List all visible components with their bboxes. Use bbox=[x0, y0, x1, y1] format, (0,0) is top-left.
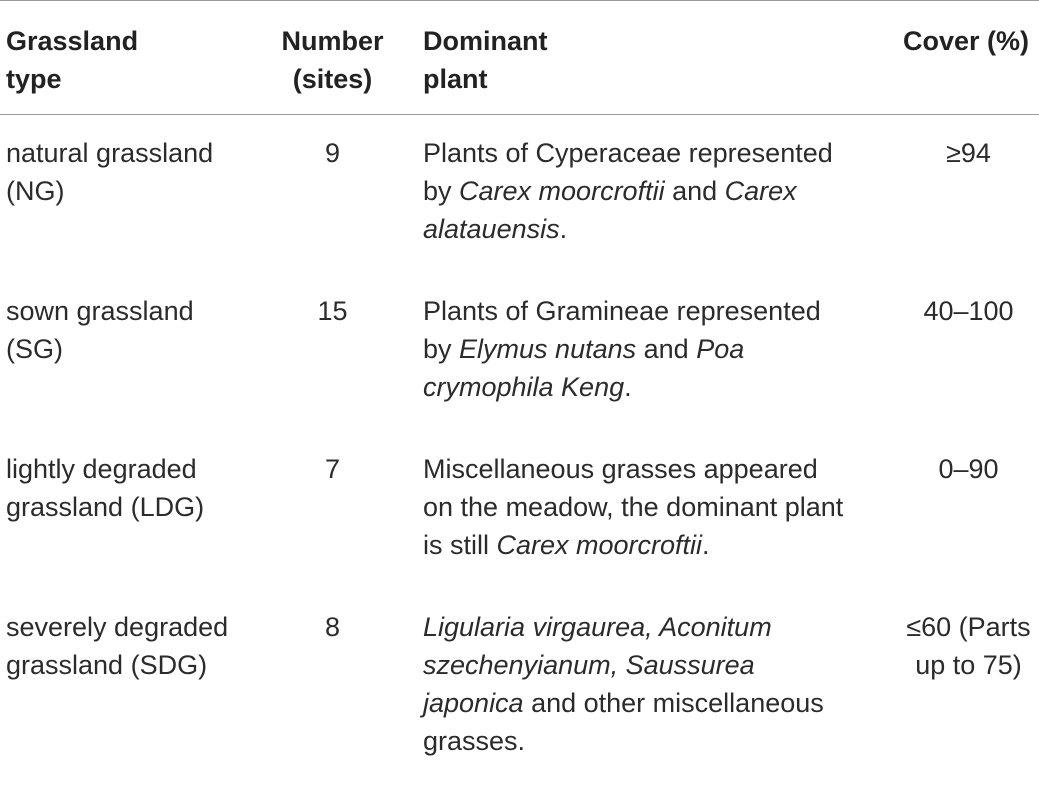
cell-text: by bbox=[423, 176, 460, 206]
cell-cover bbox=[880, 115, 1039, 293]
table-row bbox=[0, 450, 1039, 608]
cell-text: . bbox=[559, 214, 568, 244]
species-name: Ligularia virgaurea, Aconitum bbox=[423, 612, 772, 642]
cell-text: ≥94 bbox=[946, 138, 991, 168]
table-body bbox=[0, 115, 1039, 761]
cell-text: grassland (SDG) bbox=[6, 650, 208, 680]
species-name: japonica bbox=[423, 688, 524, 718]
cell-text-line bbox=[423, 684, 874, 722]
cell-text-line bbox=[423, 526, 874, 564]
cell-dominant-plant bbox=[417, 115, 880, 293]
species-name: Carex moorcroftii bbox=[459, 176, 665, 206]
cell-text-line bbox=[423, 368, 874, 406]
header-row bbox=[0, 1, 1039, 115]
cell-dominant-plant bbox=[417, 292, 880, 450]
header-text: Number bbox=[281, 26, 384, 56]
cell-cover bbox=[880, 292, 1039, 450]
header-text: (sites) bbox=[292, 64, 373, 94]
cell-cover bbox=[880, 608, 1039, 760]
cell-text: by bbox=[423, 334, 460, 364]
cell-text: up to 75) bbox=[915, 650, 1022, 680]
species-name: alatauensis bbox=[423, 214, 560, 244]
header-cover bbox=[880, 1, 1039, 115]
cell-text: Plants of Cyperaceae represented bbox=[423, 138, 833, 168]
cell-number-sites: 15 bbox=[317, 296, 348, 326]
species-name: Carex bbox=[724, 176, 797, 206]
cell-text-line bbox=[423, 172, 874, 210]
header-number-sites bbox=[262, 1, 417, 115]
cell-text: on the meadow, the dominant plant bbox=[423, 492, 844, 522]
species-name: szechenyianum, Saussurea bbox=[423, 650, 755, 680]
header-dominant-plant bbox=[417, 1, 880, 115]
cell-cover bbox=[880, 450, 1039, 608]
table-header bbox=[0, 1, 1039, 115]
cell-grassland-type bbox=[0, 115, 262, 293]
header-text: Grassland bbox=[6, 26, 139, 56]
header-text: plant bbox=[423, 64, 488, 94]
cell-number-sites: 8 bbox=[324, 612, 341, 642]
cell-text: and other miscellaneous bbox=[523, 688, 824, 718]
header-text: Dominant bbox=[423, 26, 548, 56]
cell-text: lightly degraded bbox=[6, 454, 197, 484]
cell-text: natural grassland bbox=[6, 138, 214, 168]
cell-text: grasses. bbox=[423, 726, 526, 756]
cell-number-sites: 9 bbox=[324, 138, 341, 168]
cell-text: (SG) bbox=[6, 334, 63, 364]
cell-text: . bbox=[702, 530, 710, 560]
cell-dominant-plant bbox=[417, 450, 880, 608]
cell-text: sown grassland bbox=[6, 296, 194, 326]
header-grassland-type bbox=[0, 1, 262, 115]
table-row bbox=[0, 115, 1039, 293]
table-row bbox=[0, 608, 1039, 760]
cell-grassland-type bbox=[0, 292, 262, 450]
cell-text-line bbox=[423, 330, 874, 368]
cell-text-line bbox=[423, 210, 874, 248]
cell-dominant-plant bbox=[417, 608, 880, 760]
cell-text: grassland (LDG) bbox=[6, 492, 205, 522]
cell-text: is still bbox=[423, 530, 497, 560]
cell-number-sites: 7 bbox=[324, 454, 341, 484]
cell-grassland-type bbox=[0, 608, 262, 760]
species-name: Poa bbox=[696, 334, 745, 364]
species-name: Elymus nutans bbox=[459, 334, 637, 364]
cell-text: and bbox=[636, 334, 697, 364]
cell-grassland-type bbox=[0, 450, 262, 608]
cell-text: and bbox=[664, 176, 725, 206]
cell-text: 0–90 bbox=[938, 454, 999, 484]
table-row bbox=[0, 292, 1039, 450]
cell-text: Plants of Gramineae represented bbox=[423, 296, 821, 326]
cell-text: (NG) bbox=[6, 176, 65, 206]
cell-text: Miscellaneous grasses appeared bbox=[423, 454, 818, 484]
cell-text: ≤60 (Parts bbox=[906, 612, 1031, 642]
cell-text: severely degraded bbox=[6, 612, 229, 642]
cell-text: . bbox=[624, 372, 632, 402]
cell-text: 40–100 bbox=[923, 296, 1014, 326]
header-text: type bbox=[6, 64, 62, 94]
header-text: Cover (%) bbox=[902, 26, 1029, 56]
species-name: crymophila Keng bbox=[423, 372, 625, 402]
species-name: Carex moorcroftii bbox=[496, 530, 703, 560]
